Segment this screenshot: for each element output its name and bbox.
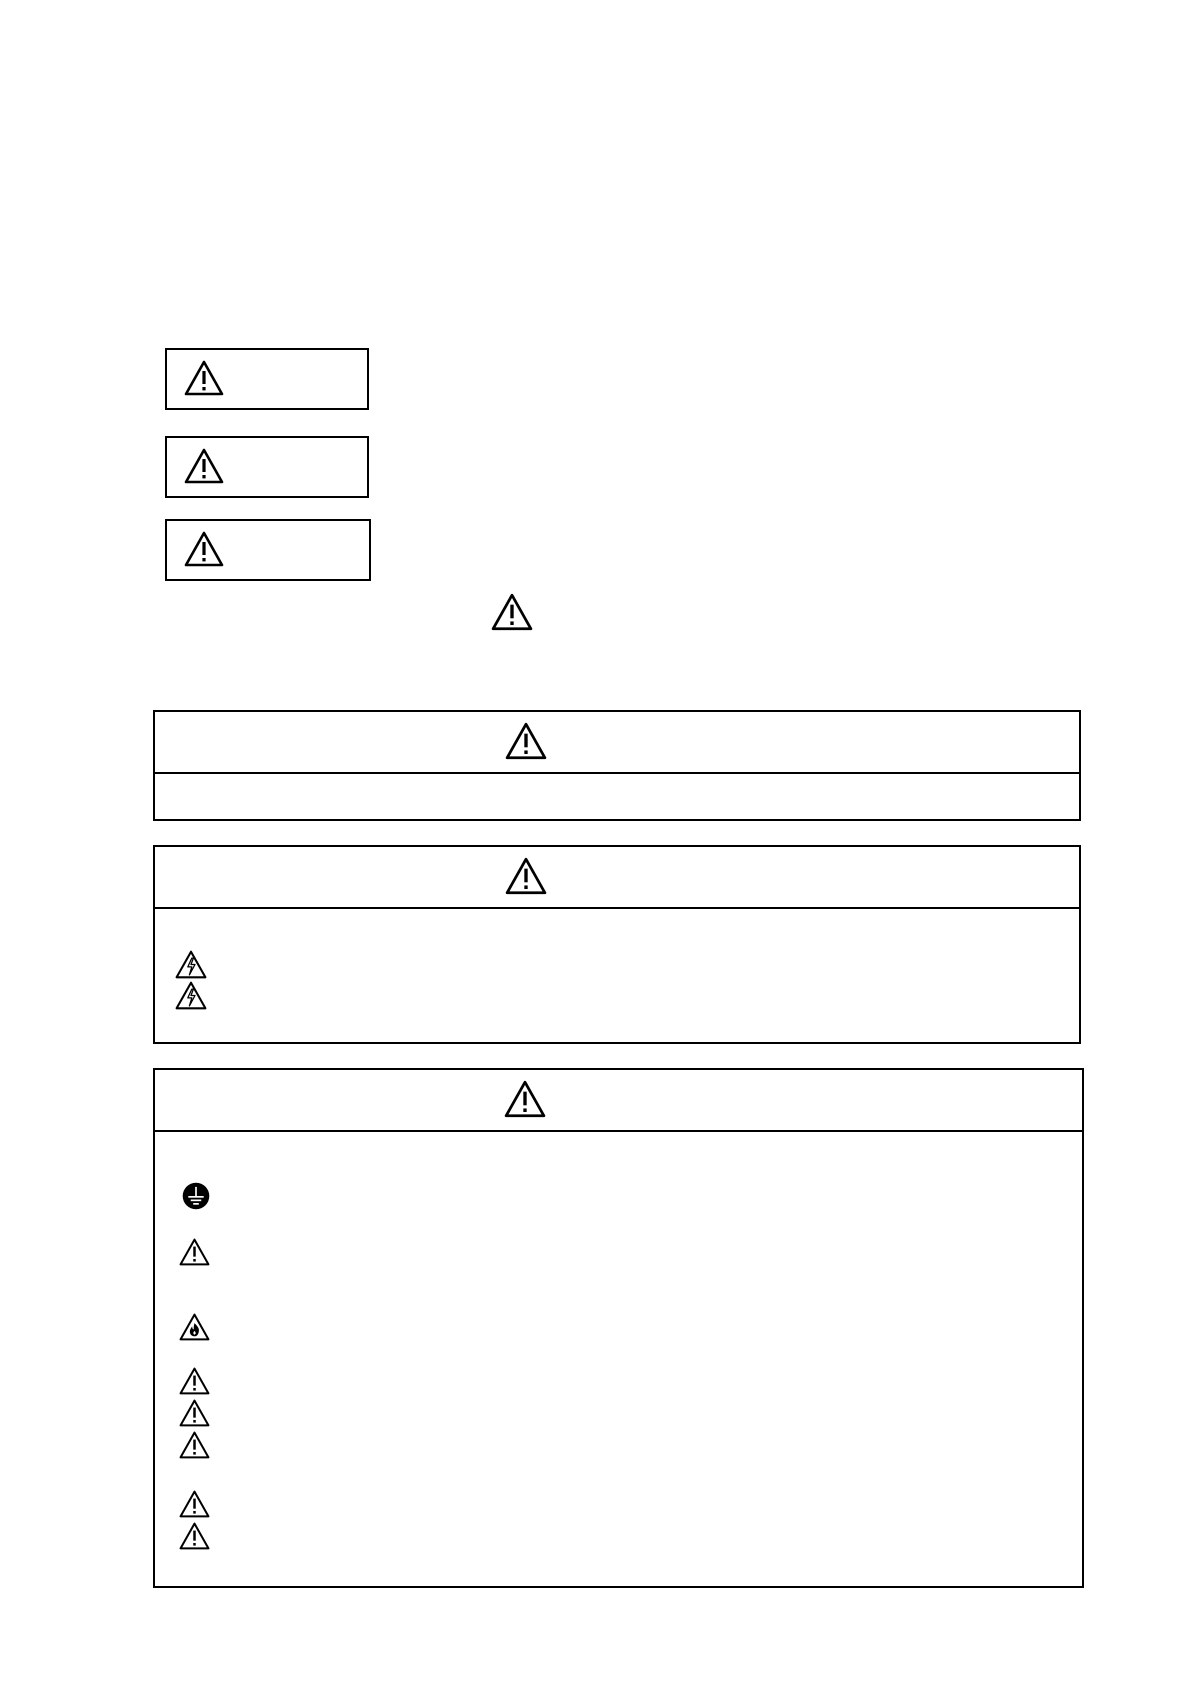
section-heading-bar	[155, 1070, 1082, 1132]
warning-triangle-icon	[505, 857, 547, 895]
legend-label-box	[165, 436, 369, 498]
safety-section-box	[153, 710, 1081, 821]
warning-triangle-icon	[179, 1522, 210, 1550]
safety-section-box	[153, 845, 1081, 1044]
section-heading-bar	[155, 847, 1079, 909]
safety-section-box	[153, 1068, 1084, 1588]
legend-label-box	[165, 348, 369, 410]
fire-icon	[179, 1313, 210, 1341]
warning-triangle-icon	[179, 1367, 210, 1395]
warning-triangle-icon	[491, 593, 533, 631]
warning-triangle-icon	[179, 1490, 210, 1518]
warning-triangle-icon	[179, 1238, 210, 1266]
electric-shock-icon	[175, 981, 207, 1010]
warning-triangle-icon	[184, 448, 224, 484]
warning-triangle-icon	[184, 360, 224, 396]
ground-icon	[182, 1182, 210, 1210]
warning-triangle-icon	[184, 531, 224, 567]
electric-shock-icon	[175, 950, 207, 979]
warning-triangle-icon	[505, 722, 547, 760]
warning-triangle-icon	[179, 1399, 210, 1427]
section-heading-bar	[155, 712, 1079, 774]
warning-triangle-icon	[504, 1080, 546, 1118]
warning-triangle-icon	[179, 1431, 210, 1459]
legend-label-box	[165, 519, 371, 581]
